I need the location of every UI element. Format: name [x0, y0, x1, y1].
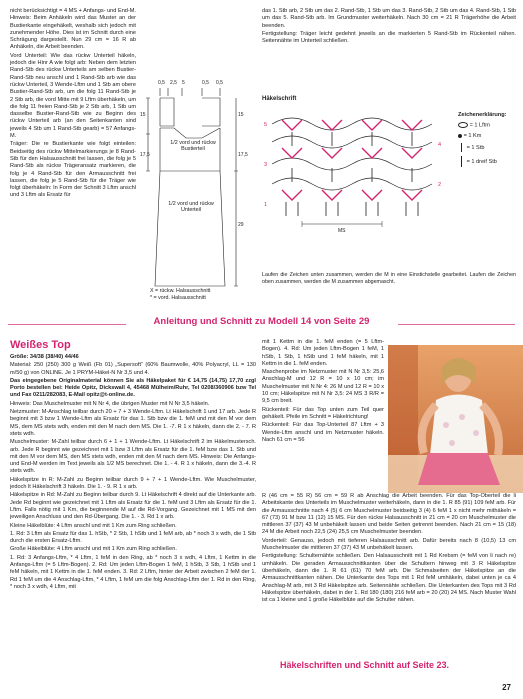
model-photo — [388, 345, 523, 493]
paragraph: Maschenprobe im Netzmuster mit N Nr 3,5: 25,6 Anschlag-M und 12 R = 10 x 10 cm; im Muschelmuster mit N Nr 4: 26 M und 12 R = 10 x 10 cm; Häkelspitze mit N Nr 3,5: 24 MS 3 R/R = 9,5 cm breit. — [262, 369, 384, 405]
ms-label: MS — [338, 228, 346, 234]
paragraph: das 1. Stb arb, 2 Stb um das 2. Rand-Stb, 1 Stb um das 3. Rand-Stb, 2 Stb um das 4. Rand-Stb, 1 Stb um das 5. Rand-Stb arb. Im Grundmuster weiterhäkeln. Nach 30 cm = 21 R Trägerhöhe die Arbeit beenden. — [262, 8, 516, 29]
pattern-schematic — [140, 76, 250, 306]
double-crochet-icon — [461, 143, 462, 152]
chart-legend — [458, 112, 518, 167]
dim-label: 15 — [140, 112, 146, 118]
paragraph: Häkelspitze in R: M-Zahl zu Beginn teilbar durch 9 + 7 + 1 Wende-Lftm. Wie Muschelmuster, jedoch lt Häkelschrift 3 häkeln. Die 1. - 9. R 1 x arb. — [10, 476, 256, 491]
chart-caption: Laufen die Zeichen unten zusammen, werden die M in eine Einstichstelle gearbeitet. Laufen die Zeichen oben zusammen, werden die M zusammen abgemascht. — [262, 272, 516, 285]
instructions-left — [10, 339, 256, 691]
svg-text:4: 4 — [438, 142, 442, 148]
paragraph: Muschelmuster: M-Zahl teilbar durch 6 + 1 + 1 Wende-Lftm. Lt Häkelschrift 2 im Häkelmustersch. arb. Jede R beginnt wie gezeichnet mit 1 bzw 3 Lftm als Ersatz für die 1. feM bzw das 1. Stb und mit den M vor dem MS, den MS stets wdh, enden mit den M nach dem MS. Hinweis: Die Anfangs- und End-M werden im Text jeweils als 1/2 MS berechnet. Die 1. - 4. R 1 x häkeln, dann die 3.-4. R stets wdh. — [10, 439, 256, 475]
legend-title: Zeichenerklärung: — [458, 112, 507, 118]
instructions-col2 — [262, 8, 516, 70]
svg-text:5: 5 — [264, 122, 268, 128]
paragraph: Hinweis: Das Muschelmuster mit N Nr 4, die übrigen Muster mit N Nr 3,5 häkeln. — [10, 400, 210, 407]
paragraph: Rückenteil: Für das Top unten zum Teil quer gehäkelt. Pfeile im Schnitt = Häkelrichtung! — [262, 406, 384, 420]
top-label: 0,5 — [158, 80, 165, 86]
paragraph: Träger: Die re Bustierkante wie folgt einteilen: Beidseitig des rückw Mittelmarkierungs je 8 Rand-Stb für den Halsausschnitt frei lassen, die folg je 5 Rand-Stb als rückw Trägeransatz markieren, die folg je 4 Rand-Stb für den Armausschnitt frei lassen, die folg je 5 Rand-Stb für die Träger wie folgt überhäkeln: In Form der Schnitt 3 Lftm anschl und 3 Lftm als Ersatz für — [10, 141, 136, 199]
dim-label: 15 — [238, 112, 244, 118]
paragraph: Das eingegebene Originalmaterial können Sie als Häkelpaket für € 14,75 (14,75) 17,70 zzgl Porto bestellen bei: Heide Opitz, Dickswall 4, 45468 Mülheim/Ruhr, Tel 0208/360906 bzw Tel und Fax 0211/282083, E-Mail opitz@t-online.de. — [10, 377, 256, 399]
footer-reference: Häkelschriften und Schnitt auf Seite 23. — [280, 660, 450, 670]
paragraph: Häkelspitze in Rd: M-Zahl zu Beginn teilbar durch 9. Lt Häkelschrift 4 direkt auf die Unterkante arb. Jede Rd beginnt wie gezeichnet mit 1 Lftm als Ersatz für die 1. feM und 3 Lftm als Ersatz für die 1. Lftm. Falls nötig mit 1 Km, die beginnende M auf die Rd-Vorgang. Gezeichnet mit 1 MS mit den jeweiligen Anschluss und den Rd-Übergang. Die 1. - 3. Rd 1 x arb. — [10, 492, 256, 521]
paragraph: 1. Rd: 3 Anfangs-Lftm, * 4 Lftm, 1 feM in den Ring, ab * noch 3 x wdh, 4 Lftm, 1 Kettm in die Anfangs-Lftm (= 5 Lftm-Bogen). 2. Rd: Um jeden Lftm-Bogen 1 feM, 1 hStb, 3 Stb, 1 hStb und 1 feM häkeln, mit 1 Kettm in die 1. feM enden. 3. Rd: 2 Lftm, hinter der Arbeit zwischen 2 feM der 1. Rd 1 feM um die 4 Anschlag-Lftm, * 4 Lftm, 1 feM um die folg Anschlag-Lftm der 1. Rd in den Ring, * noch 3 x wdh, 4 Lftm, mit — [10, 554, 256, 590]
dim-label: 17,5 — [140, 152, 150, 158]
legend-entry: = 1 Stb — [466, 145, 485, 152]
instructions-col1 — [10, 8, 136, 308]
top-label: 2,5 — [170, 80, 177, 86]
section-header-text: Anleitung und Schnitt zu Modell 14 von Seite 29 — [153, 316, 370, 327]
paragraph: nicht berücksichtigt = 4 MS + Anfangs- und End-M. Hinweis: Beim Anhäkeln wird das Muster an der Bustierkante eingehäkelt, weshalb sich jedoch mit zunehmender Höhe. Dies ist im Schnitt durch eine Schrägung dargestellt. Nun 29 cm = 16 R ab Anhäkeln, die Arbeit beenden. — [10, 8, 136, 51]
paragraph: R (46 cm = 55 R) 56 cm = 59 R ab Anschlag die Arbeit beenden. Für das Top-Oberteil die li Arbeitskante des Unterteils im Muschelmuster weiterhäkeln, dann in die 1. R 85 (91) 109 feM arb. Für die Armausschnitte nach 4 (5) 6 cm Muschelmuster beidseitig 3 (4) 6 feM 1 x nicht mehr mithäkeln = 67 (73) 91 M bzw 11 (12) 15 MS. Für den rückw Halsausschnitt in 21 cm = 20 cm Muschelmuster die mittleren 37 (37) 43 M unbehäkelt lassen und beide Seiten getrennt beenden. Nach 21 cm = 15 (18) 24 M die Arbeit noch 22,5 (24) 25,5 cm Muschelmuster beenden. — [262, 493, 516, 536]
paragraph: mit 1 Kettm in die 1. feM enden (= 5 Lftm-Bogen). 4. Rd: Um jeden Lftm-Bogen 1 feM, 1 hStb, 1 Stb, 1 hStb und 1 feM häkeln, mit 1 Kettm in die 1. feM enden. — [262, 339, 384, 367]
svg-text:1: 1 — [264, 202, 268, 208]
paragraph: Rückenteil: Für das Top-Unterteil 87 Lftm + 3 Wende-Lftm anschl und im Netzmuster häkeln. Nach 61 cm = 56 — [262, 422, 384, 443]
slip-stitch-icon — [458, 134, 462, 138]
chart-title: Häkelschrift — [262, 96, 297, 102]
dim-label: 17,5 — [238, 152, 248, 158]
legend-entry: X = rückw. Halsausschnitt — [150, 288, 211, 294]
top-label: 0,5 — [202, 80, 209, 86]
legend-entry: * = vord. Halsausschnitt — [150, 294, 206, 301]
triple-crochet-icon — [461, 156, 462, 167]
dim-label: 29 — [238, 222, 244, 228]
schematic-legend — [150, 288, 260, 302]
page-number: 27 — [502, 682, 511, 692]
paragraph: Größe: 34/38 (38/40) 44/46 — [10, 354, 79, 360]
paragraph: Vord Unterteil: Wie das rückw Unterteil häkeln, jedoch die Hinr A wie folgt arb: Neben dem letzten Rand-Stb des rückw Unterteils am selben Bustier-Rand-Stb neu anschl und 1 Rand-Stb arb wie das rückw Unterteil, 3 Wende-Lftm und 1 Stb am obere Bustier-Rand-Stb arb, um die folg 11 Rand-Stb je 2 Stb arb, die vord Mitte mit 9 Lftm überhäkeln, um die folg 11 freien Rand-Stb je 2 Stb arb, 1 Stb um dasselbe Bustier-Rand-Stb wie zu Beginn des rückw Unterteil arb (an den Seitenkanten sind jeweils 4 Stb um 1 Rand-Stb gearb) = 57 Anfangs-M. — [10, 52, 136, 140]
paragraph: Fertigstellung: Schulternähte schließen. Den Halsausschnitt mit 1 Rd Krebsm (= feM von li nach re) umhäkeln. Die geraden Armausschnittkanten über die Schultern hinweg mit 3 R Häkelspitze überhäkeln, dann die 1. R 61 (61) 70 feM arb. Die Schmalseiten der Häkelspitze an die Armausschnittkanten nähen. Die Unterkante des Tops mit 1 Rd feM umhäkeln, dabei unten je ca 4 Anschlag-M arb, mit 3 Rd Häkelspitze arb. Seitennähte schließen. Die Unterkanten des Tops mit 3 Rd Häkelspitze überhäkeln, dabei in der 1. Rd 180 (180) 216 feM arb = 20 (20) 24 MS. Nach Muster Wahl ist ca 1 kleine und 1 große Häkelblüte auf die Schulter nähen. — [262, 553, 516, 604]
paragraph: Fertigstellung: Träger leicht gedehnt jeweils an die markierten 5 Rand-Stb im Rückenteil nähen. Seitennähte im Unterteil schließen. — [262, 30, 516, 45]
svg-text:2: 2 — [438, 182, 442, 188]
section-header — [0, 317, 523, 333]
chain-icon — [458, 122, 468, 128]
top-label: 0,5 — [216, 80, 223, 86]
unterteil-label: 1/2 vord und rückw Unterteil — [168, 201, 214, 214]
legend-entry: = 1 Km — [463, 133, 482, 140]
paragraph: Große Häkelblüte: 4 Lftm anschl und mit 1 Km zum Ring schließen. — [10, 546, 177, 553]
legend-entry: = 1 Lftm — [469, 122, 490, 129]
legend-entry: = 1 dreif Stb — [466, 158, 497, 165]
instructions-bottom-right — [262, 493, 516, 661]
paragraph: 1. Rd: 3 Lftm als Ersatz für das 1. hStb, * 2 Stb, 1 hStb und 1 feM arb, ab * noch 3 x wdh, die 1 Stb durch die ersten Ersatz-Lftm. — [10, 530, 256, 545]
crochet-chart — [262, 96, 518, 316]
paragraph: Vorderteil: Genauso, jedoch mit tieferen Halsausschnitt arb. Dafür bereits nach 8 (10,5) 13 cm Muschelmuster die mittleren 37 (37) 43 M unbehäkelt lassen. — [262, 537, 516, 552]
top-label: 5 — [182, 80, 185, 86]
project-title: Weißes Top — [10, 339, 71, 351]
paragraph: Kleine Häkelblüte: 4 Lftm anschl und mit 1 Km zum Ring schließen. — [10, 522, 177, 529]
paragraph: Material: 250 (250) 300 g Weiß (Fb 01) „Supersoft“ (60% Baumwolle, 40% Polyacryl, LL = 130 m/50 g) von ONLINE. Je 1 PRYM-Häkel-N Nr 3,5 und 4. — [10, 362, 256, 376]
paragraph: Netzmuster: M-Anschlag teilbar durch 20 + 7 + 3 Wende-Lftm. Lt Häkelschrift 1 und 17 arb. Jede R beginnt mit 3 bzw 1 Wende-Lftm als Ersatz für das 1. Stb bzw die 1. feM und mit den M vor dem MS, dem MS stets wdh, enden mit den M nach dem MS. Die 1. -7. R 1 x häkeln, dann die 2. - 7. R stets wdh. — [10, 409, 256, 437]
svg-text:3: 3 — [264, 162, 268, 168]
instructions-middle — [262, 339, 384, 491]
bustier-label: 1/2 vord und rückw Bustierteil — [170, 140, 216, 153]
